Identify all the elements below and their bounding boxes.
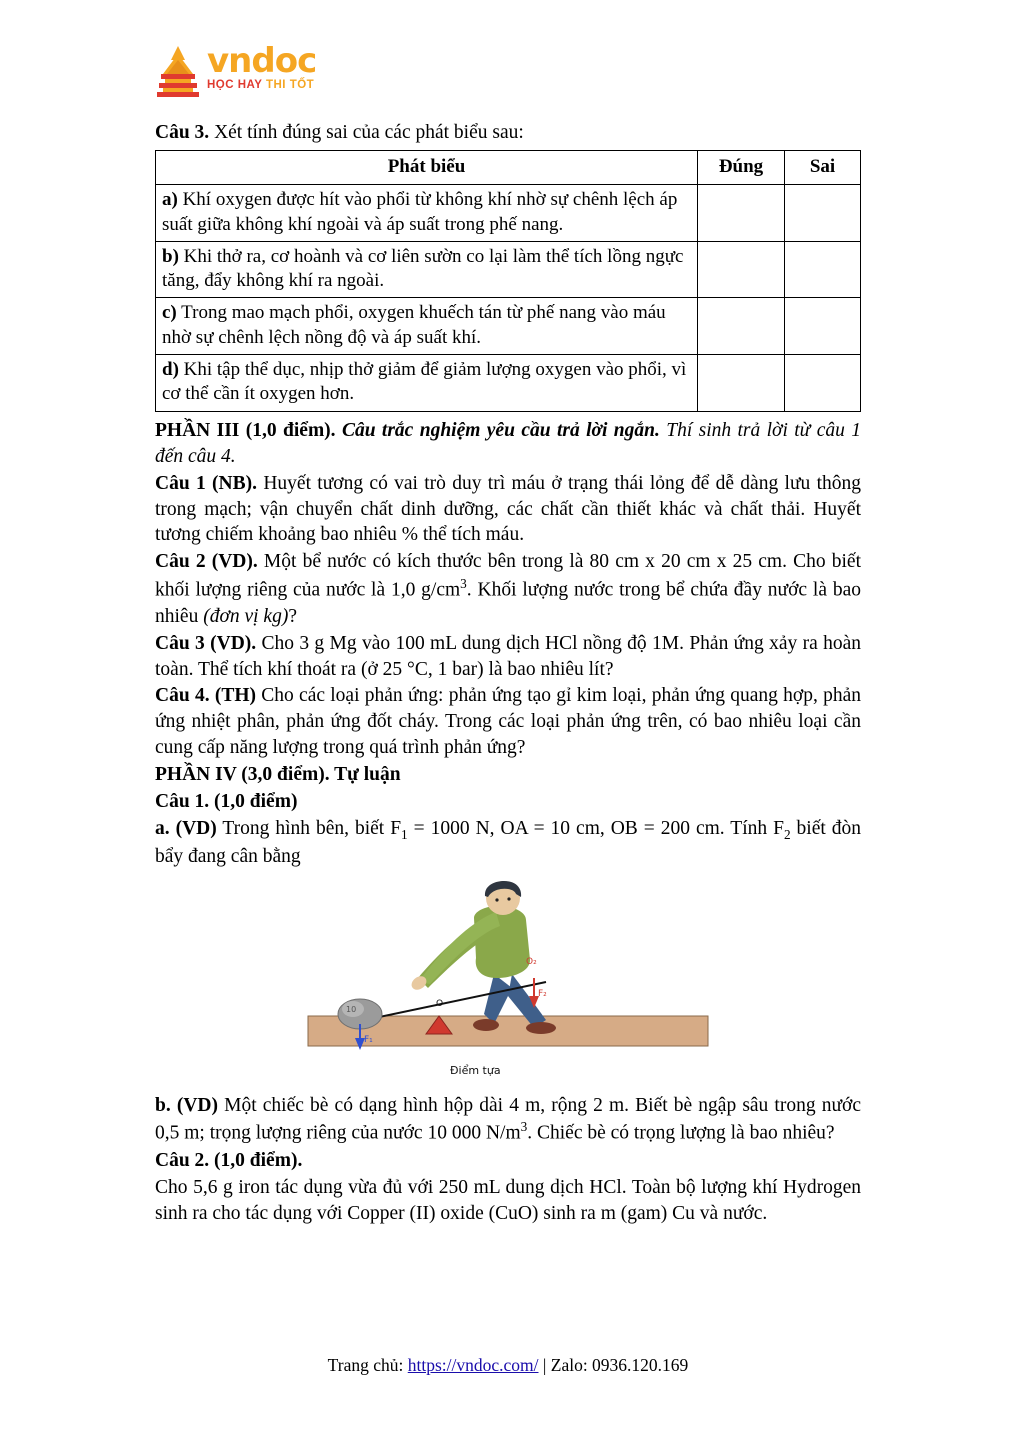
- header-dung: Đúng: [698, 150, 785, 184]
- p4-q1b-sup: 3: [520, 1119, 528, 1135]
- logo-wordmark: vndoc: [207, 41, 317, 81]
- part4-question-1-title: [155, 789, 861, 815]
- logo-mark-icon: [155, 44, 201, 100]
- logo-tagline-bold: HỌC HAY: [207, 79, 263, 91]
- statement-label: d): [162, 359, 179, 381]
- statement-text: Khi thở ra, cơ hoành và cơ liên sườn co lại làm thể tích lồng ngực tăng, đẩy không khí ra ngoài.: [162, 245, 684, 292]
- part-4-title: [155, 762, 861, 788]
- dung-cell[interactable]: [698, 241, 785, 298]
- q2-text-3: ?: [288, 605, 297, 627]
- document-body: [155, 120, 861, 1228]
- lever-diagram-svg: [298, 878, 718, 1083]
- statement-text: Khi tập thể dục, nhịp thở giảm để giảm lượng oxygen vào phổi, vì cơ thể cần ít oxygen hơn.: [162, 359, 687, 405]
- part-3-label: PHẦN III (1,0 điểm).: [155, 419, 336, 441]
- svg-text:10: 10: [346, 1004, 357, 1014]
- page-footer: [0, 1355, 1016, 1376]
- part-3-instruction: Thí sinh trả lời từ câu 1 đến câu 4.: [155, 419, 861, 467]
- statement-cell: [156, 298, 698, 355]
- header-sai: Sai: [785, 150, 861, 184]
- statement-cell: [156, 355, 698, 412]
- statement-text: Khí oxygen được hít vào phổi từ không khí nhờ sự chênh lệch áp suất giữa không khí ngoài và áp suất trong phế nang.: [162, 189, 678, 235]
- q3-text: Cho 3 g Mg vào 100 mL dung dịch HCl nồng độ 1M. Phản ứng xảy ra hoàn toàn. Thể tích khí thoát ra (ở 25 °C, 1 bar) là bao nhiêu lít?: [155, 632, 861, 680]
- table-row: [156, 185, 861, 242]
- dung-cell[interactable]: [698, 185, 785, 242]
- q2-superscript: 3: [460, 576, 467, 592]
- statement-label: a): [162, 189, 178, 211]
- part4-question-2-text: Cho 5,6 g iron tác dụng vừa đủ với 250 mL dung dịch HCl. Toàn bộ lượng khí Hydrogen sinh ra cho tác dụng với Copper (II) oxide (CuO) sinh ra m (gam) Cu và nước.: [155, 1176, 861, 1224]
- p4-q1b-text-1: Một chiếc bè có dạng hình hộp dài 4 m, rộng 2 m. Biết bè ngập sâu trong nước 0,5 m; trọng lượng riêng của nước 10 000 N/m: [155, 1094, 862, 1144]
- question-3-label: Câu 3.: [155, 122, 210, 143]
- table-row: [156, 355, 861, 412]
- header-statement: Phát biểu: [156, 150, 698, 184]
- q4-text: Cho các loại phản ứng: phản ứng tạo gỉ kim loại, phản ứng quang hợp, phản ứng nhiệt phân, phản ứng đốt cháy. Trong các loại phản ứng trên, có bao nhiêu loại cần cung cấp năng lượng trong quá trình phản ứng?: [155, 685, 861, 759]
- statement-text: Trong mao mạch phổi, oxygen khuếch tán từ phế nang vào máu nhờ sự chênh lệch nồng độ và áp suất khí.: [162, 302, 666, 348]
- table-header-row: [156, 150, 861, 184]
- question-3-text: Xét tính đúng sai của các phát biểu sau:: [209, 122, 524, 143]
- statement-cell: [156, 241, 698, 298]
- footer-prefix: Trang chủ:: [327, 1355, 408, 1375]
- vndoc-logo[interactable]: [155, 41, 317, 100]
- q3-label: Câu 3 (VD).: [155, 632, 257, 654]
- q1-text: Huyết tương có vai trò duy trì máu ở trạng thái lỏng để dễ dàng lưu thông trong mạch; vận chuyển chất dinh dưỡng, các chất cần thiết khác và chất thải. Huyết tương chiếm khoảng bao nhiêu % thể tích máu.: [155, 472, 861, 546]
- p4-q1a-text-2: = 1000 N, OA = 10 cm, OB = 200 cm. Tính F: [407, 818, 784, 840]
- part-4-label: PHẦN IV (3,0 điểm). Tự luận: [155, 764, 401, 786]
- q2-text-1: Một bể nước có kích thước bên trong là 80 cm x 20 cm x 25 cm. Cho biết khối lượng riêng của nước là 1,0 g/cm: [155, 551, 861, 601]
- part3-question-1: [155, 471, 861, 549]
- part4-question-1b: [155, 1093, 861, 1147]
- part-3-title: [155, 418, 861, 470]
- true-false-table: [155, 150, 861, 412]
- lever-figure: [155, 878, 861, 1083]
- logo-tagline-light: THI TỐT: [262, 79, 315, 91]
- table-row: [156, 298, 861, 355]
- statement-label: c): [162, 302, 177, 324]
- label-f2: F₂: [538, 988, 547, 999]
- p4-q1a-text-1: Trong hình bên, biết F: [216, 818, 402, 840]
- statement-label: b): [162, 245, 179, 267]
- q4-label: Câu 4. (TH): [155, 685, 256, 707]
- part4-question-2-title: [155, 1148, 861, 1174]
- p4-q1-label: Câu 1. (1,0 điểm): [155, 791, 298, 813]
- q2-label: Câu 2 (VD).: [155, 551, 258, 573]
- p4-q1a-sub-2: 2: [783, 826, 791, 842]
- q1-label: Câu 1 (NB).: [155, 472, 258, 494]
- dung-cell[interactable]: [698, 355, 785, 412]
- label-f1: F₁: [364, 1034, 373, 1045]
- question-3-heading: [155, 120, 861, 146]
- p4-q1a-label: a. (VD): [155, 818, 217, 840]
- p4-q1a-sub-1: 1: [401, 826, 408, 842]
- table-row: [156, 241, 861, 298]
- dung-cell[interactable]: [698, 298, 785, 355]
- p4-q1b-label: b. (VD): [155, 1094, 218, 1116]
- part3-question-4: [155, 683, 861, 761]
- part3-question-3: [155, 631, 861, 683]
- q2-text-2: . Khối lượng nước trong bể chứa đầy nước là bao nhiêu: [155, 579, 861, 627]
- sai-cell[interactable]: [785, 241, 861, 298]
- part4-question-1a: [155, 816, 861, 869]
- label-o: O: [436, 998, 444, 1009]
- footer-link[interactable]: https://vndoc.com/: [407, 1355, 539, 1375]
- logo-tagline: [207, 80, 316, 92]
- q2-italic-tail: (đơn vị kg): [203, 605, 289, 627]
- label-o2: O₂: [526, 956, 537, 967]
- sai-cell[interactable]: [785, 185, 861, 242]
- sai-cell[interactable]: [785, 355, 861, 412]
- part3-question-2: [155, 549, 861, 629]
- p4-q2-label: Câu 2. (1,0 điểm).: [155, 1149, 303, 1171]
- footer-suffix: | Zalo: 0936.120.169: [538, 1355, 689, 1375]
- figure-caption: Điểm tựa: [450, 1063, 501, 1077]
- statement-cell: [156, 185, 698, 242]
- sai-cell[interactable]: [785, 298, 861, 355]
- p4-q1a-text-3: biết đòn bẩy đang cân bằng: [155, 818, 862, 867]
- part-3-subtitle: Câu trắc nghiệm yêu cầu trả lời ngắn.: [335, 419, 660, 441]
- p4-q1b-text-2: . Chiếc bè có trọng lượng là bao nhiêu?: [527, 1122, 835, 1144]
